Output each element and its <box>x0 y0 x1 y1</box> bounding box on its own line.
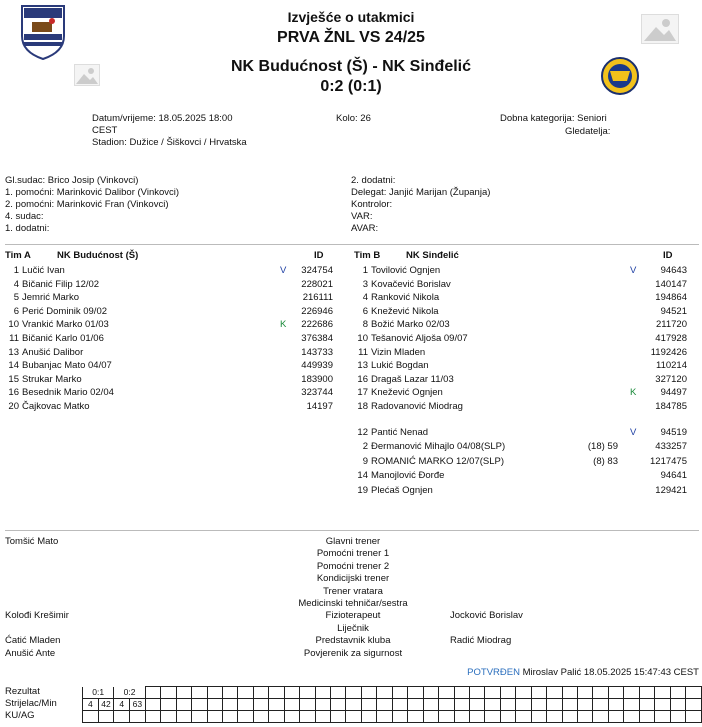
player-number: 11 <box>358 346 368 358</box>
score-grid-cell <box>547 699 562 711</box>
score-grid-cell <box>639 687 654 699</box>
score-grid-cell <box>655 687 670 699</box>
score-grid-cell <box>253 711 268 723</box>
score-grid-cell <box>192 711 207 723</box>
player-name: Dragaš Lazar 11/03 <box>371 373 454 385</box>
official-line: Gl.sudac: Brico Josip (Vinkovci) <box>5 175 139 186</box>
score-grid-cell <box>531 711 546 723</box>
team-separator: - <box>372 58 378 75</box>
score-grid-cell <box>469 699 484 711</box>
official-line: AVAR: <box>351 223 379 234</box>
player-name: Pantić Nenad <box>371 427 429 438</box>
player-number: 20 <box>8 401 19 412</box>
score-grid-cell <box>454 687 469 699</box>
report-title: Izvješće o utakmici <box>287 9 415 25</box>
official-line: 1. dodatni: <box>5 223 50 234</box>
player-number: 12 <box>357 427 368 438</box>
staff-role: Kondicijski trener <box>316 573 390 585</box>
score-grid-cell <box>562 711 577 723</box>
score-grid-cell <box>300 711 315 723</box>
player-name: Đermanović Mihajlo 04/08(SLP) <box>371 441 506 453</box>
score-grid-cell <box>361 711 376 723</box>
player-name: Lučić Ivan <box>22 265 65 276</box>
score-grid-cell <box>408 687 423 699</box>
staff-role: Pomoćni trener 1 <box>316 548 390 560</box>
score-grid-cell <box>670 687 685 699</box>
official-line: 1. pomoćni: Marinković Dalibor (Vinkovci) <box>5 187 180 198</box>
score-grid-cell <box>516 699 531 711</box>
player-id: 417928 <box>655 333 687 344</box>
score-grid-cell <box>655 699 670 711</box>
score-grid-cell <box>562 699 577 711</box>
player-id: 110214 <box>656 360 687 372</box>
official-line: Delegat: Janjić Marijan (Županja) <box>351 187 491 198</box>
goalkeeper-mark: V <box>280 265 287 276</box>
player-id: 433257 <box>655 441 687 453</box>
player-id: 1192426 <box>650 346 687 358</box>
player-number: 14 <box>357 470 368 482</box>
match-datetime: Datum/vrijeme: 18.05.2025 18:00 <box>92 113 233 124</box>
goalkeeper-mark: V <box>630 427 637 438</box>
player-number: 16 <box>357 373 368 385</box>
player-name: Bubanjac Mato 04/07 <box>22 360 112 372</box>
player-id: 327120 <box>655 373 687 385</box>
score-grid-cell <box>161 699 176 711</box>
player-id: 143733 <box>301 346 333 358</box>
score-grid-cell: 4 <box>83 699 99 711</box>
score-grid-cell <box>469 711 484 723</box>
score-grid-cell <box>686 699 702 711</box>
score-grid-cell <box>500 711 515 723</box>
player-number: 16 <box>8 387 19 399</box>
score-grid-cell <box>454 699 469 711</box>
staff-home-name: Tomšić Mato <box>5 536 59 547</box>
player-number: 9 <box>362 455 368 467</box>
teamB-id-header: ID <box>663 250 673 261</box>
score-grid-cell <box>608 699 623 711</box>
player-number: 13 <box>357 360 368 372</box>
player-number: 6 <box>362 305 368 317</box>
score-grid-cell <box>547 711 562 723</box>
player-number: 3 <box>362 278 368 290</box>
player-number: 6 <box>13 305 19 317</box>
score-grid-cell <box>346 711 361 723</box>
score-grid-cell <box>392 699 407 711</box>
score-grid-cell <box>578 711 593 723</box>
home-team-name: NK Budućnost (Š) <box>230 58 368 75</box>
score-grid-cell <box>145 687 160 699</box>
score-grid-cell <box>516 711 531 723</box>
score-grid-cell <box>176 687 191 699</box>
player-id: 94641 <box>660 470 687 482</box>
teamB-name: NK Sinđelić <box>406 250 459 261</box>
score-grid-cell <box>469 687 484 699</box>
player-id: 216111 <box>302 292 333 304</box>
competition-title: PRVA ŽNL VS 24/25 <box>277 29 425 46</box>
score-grid-cell <box>145 699 160 711</box>
player-number: 10 <box>8 319 19 331</box>
player-id: 140147 <box>655 278 687 290</box>
score-grid-cell <box>222 699 237 711</box>
player-name: Vrankić Marko 01/03 <box>22 319 109 331</box>
footer-label-kuag: KU/AG <box>5 710 35 721</box>
confirmation <box>467 667 699 679</box>
player-name: Plećaš Ognjen <box>371 484 433 496</box>
player-name: Božić Marko 02/03 <box>371 319 450 331</box>
player-id: 226946 <box>301 305 333 317</box>
score-grid <box>82 686 702 723</box>
staff-home-name: Ćatić Mladen <box>5 635 61 647</box>
score-grid-cell <box>192 687 207 699</box>
spectators: Gledatelja: <box>565 126 611 137</box>
confirm-status: POTVRĐEN <box>467 667 520 678</box>
score-grid-cell <box>670 699 685 711</box>
footer-label-scorer: Strijelac/Min <box>5 698 57 709</box>
player-name: Jemrić Marko <box>22 292 80 304</box>
score-grid-cell <box>269 699 284 711</box>
score-grid-cell <box>516 687 531 699</box>
score-grid-cell <box>222 711 237 723</box>
score-grid-cell <box>392 687 407 699</box>
staff-role: Trener vratara <box>323 585 383 597</box>
player-id: 1217475 <box>650 455 687 467</box>
official-line: VAR: <box>351 211 373 222</box>
player-name: Kovačević Borislav <box>371 278 451 290</box>
player-name: Besednik Mario 02/04 <box>22 387 114 399</box>
player-id: 94643 <box>660 265 687 276</box>
score-grid-cell <box>253 687 268 699</box>
score-grid-cell <box>655 711 670 723</box>
score-grid-cell: 0:2 <box>114 687 145 699</box>
player-name: Manojlović Đorđe <box>371 470 445 482</box>
player-name: Čajkovac Matko <box>22 401 90 412</box>
footer-label-result: Rezultat <box>5 686 40 697</box>
score-grid-cell <box>83 711 99 723</box>
score-grid-cell <box>192 699 207 711</box>
match-teams <box>0 58 702 76</box>
score-grid-cell <box>500 699 515 711</box>
score-grid-row <box>83 699 702 711</box>
player-number: 5 <box>13 292 19 304</box>
age-category: Dobna kategorija: Seniori <box>500 113 607 124</box>
staff-role: Pomoćni trener 2 <box>316 560 390 572</box>
score-grid-cell <box>593 699 608 711</box>
score-grid-cell <box>361 687 376 699</box>
score-grid-cell: 63 <box>130 699 146 711</box>
score-grid-cell <box>608 711 623 723</box>
score-grid-cell <box>315 687 330 699</box>
score-grid-cell <box>423 699 438 711</box>
player-id: 94497 <box>660 387 687 399</box>
score-grid-cell <box>639 711 654 723</box>
player-name: ROMANIĆ MARKO 12/07(SLP) <box>371 455 505 467</box>
staff-home-name: Anušić Ante <box>5 647 56 659</box>
score-grid-cell <box>408 711 423 723</box>
score-grid-cell <box>222 687 237 699</box>
score-grid-cell <box>531 699 546 711</box>
player-id: 184785 <box>655 401 687 412</box>
match-score: 0:2 (0:1) <box>320 78 382 95</box>
goalkeeper-mark: V <box>630 265 637 276</box>
score-grid-cell <box>315 711 330 723</box>
match-round: Kolo: 26 <box>336 113 371 124</box>
staff-home-name: Kolođi Krešimir <box>5 610 69 622</box>
player-id: 376384 <box>301 333 333 344</box>
player-id: 323744 <box>301 387 333 399</box>
score-grid-cell <box>161 687 176 699</box>
score-grid-cell <box>639 699 654 711</box>
player-number: 2 <box>362 441 368 453</box>
player-id: 211720 <box>656 319 687 331</box>
player-id: 183900 <box>301 373 333 385</box>
away-team-name: NK Sinđelić <box>382 58 471 75</box>
staff-role: Predstavnik kluba <box>315 635 391 647</box>
score-grid-cell <box>284 687 299 699</box>
score-grid-cell <box>346 687 361 699</box>
player-name: Anušić Dalibor <box>22 346 84 358</box>
score-grid-cell <box>500 687 515 699</box>
player-name: Tovilović Ognjen <box>371 265 441 276</box>
player-id: 129421 <box>655 484 687 496</box>
score-grid-cell <box>207 699 222 711</box>
staff-role: Glavni trener <box>325 536 381 547</box>
score-grid-cell <box>98 711 114 723</box>
score-grid-cell <box>547 687 562 699</box>
score-grid-cell <box>485 687 500 699</box>
teamA-label: Tim A <box>5 250 31 261</box>
score-grid-cell <box>161 711 176 723</box>
teamA-name: NK Budućnost (Š) <box>57 250 139 261</box>
score-grid-cell <box>485 699 500 711</box>
player-id: 324754 <box>301 265 333 276</box>
player-id: 94519 <box>660 427 687 438</box>
score-grid-cell <box>578 699 593 711</box>
score-grid-cell <box>454 711 469 723</box>
player-name: Ranković Nikola <box>371 292 440 304</box>
score-grid-cell <box>300 687 315 699</box>
match-datetime-tz: CEST <box>92 125 118 136</box>
player-number: 10 <box>357 333 368 344</box>
score-grid-cell <box>531 687 546 699</box>
player-number: 1 <box>362 265 368 276</box>
score-grid-cell <box>300 699 315 711</box>
score-grid-cell <box>269 711 284 723</box>
officials-left <box>5 175 179 235</box>
score-grid-cell <box>624 711 639 723</box>
score-grid-cell <box>670 711 685 723</box>
confirm-text: Miroslav Palić 18.05.2025 15:47:43 CEST <box>522 667 699 678</box>
player-number: 8 <box>362 319 368 331</box>
score-grid-cell: 42 <box>98 699 114 711</box>
score-grid-cell <box>624 687 639 699</box>
score-grid-cell <box>207 711 222 723</box>
player-number: 13 <box>8 346 19 358</box>
score-grid-cell <box>485 711 500 723</box>
score-grid-row <box>83 687 702 699</box>
player-number: 4 <box>13 278 19 290</box>
score-grid-cell <box>408 699 423 711</box>
score-grid-cell: 4 <box>114 699 130 711</box>
player-number: 17 <box>357 387 368 399</box>
official-line: 2. pomoćni: Marinković Fran (Vinkovci) <box>5 199 169 210</box>
score-grid-cell <box>423 711 438 723</box>
player-number: 4 <box>362 292 368 304</box>
player-id: 14197 <box>306 401 333 412</box>
score-grid-cell <box>361 699 376 711</box>
player-number: 19 <box>357 484 368 496</box>
staff-role: Medicinski tehničar/sestra <box>298 598 408 609</box>
player-name: Vizin Mladen <box>371 346 426 358</box>
score-grid-cell <box>593 711 608 723</box>
score-grid-cell <box>176 699 191 711</box>
score-grid-cell <box>624 699 639 711</box>
player-number: 18 <box>357 401 368 412</box>
player-name: Tešanović Aljoša 09/07 <box>371 333 468 344</box>
captain-mark: K <box>630 387 637 399</box>
score-grid-cell: 0:1 <box>83 687 114 699</box>
staff-away-name: Jocković Borislav <box>450 610 523 622</box>
match-stadium: Stadion: Dužice / Šiškovci / Hrvatska <box>92 137 247 148</box>
substitution-info: (8) 83 <box>593 455 618 467</box>
score-grid-cell <box>114 711 130 723</box>
score-grid-cell <box>423 687 438 699</box>
score-grid-cell <box>331 699 346 711</box>
score-grid-cell <box>269 687 284 699</box>
score-grid-cell <box>377 711 392 723</box>
player-id: 94521 <box>660 305 687 317</box>
score-grid-cell <box>238 711 253 723</box>
player-id: 449939 <box>301 360 333 372</box>
player-name: Strukar Marko <box>22 373 82 385</box>
player-id: 222686 <box>301 319 333 331</box>
score-grid-cell <box>686 711 702 723</box>
player-name: Perić Dominik 09/02 <box>22 305 108 317</box>
staff-role: Povjerenik za sigurnost <box>303 647 403 659</box>
score-grid-cell <box>593 687 608 699</box>
official-line: Kontrolor: <box>351 199 393 210</box>
score-grid-cell <box>346 699 361 711</box>
teamA-id-header: ID <box>314 250 324 261</box>
official-line: 2. dodatni: <box>351 175 396 186</box>
score-grid-cell <box>439 711 454 723</box>
divider <box>5 244 699 245</box>
player-name: Radovanović Miodrag <box>371 401 463 412</box>
score-grid-cell <box>145 711 160 723</box>
substitution-info: (18) 59 <box>587 441 618 453</box>
score-grid-cell <box>207 687 222 699</box>
player-number: 11 <box>9 333 19 344</box>
score-grid-cell <box>284 699 299 711</box>
score-grid-cell <box>331 687 346 699</box>
officials-right <box>351 175 490 235</box>
player-name: Knežević Ognjen <box>371 387 443 399</box>
player-name: Bičanić Filip 12/02 <box>22 278 100 290</box>
score-grid-row <box>83 711 702 723</box>
score-grid-cell <box>439 687 454 699</box>
score-grid-cell <box>253 699 268 711</box>
captain-mark: K <box>280 319 287 331</box>
staff-role: Fizioterapeut <box>325 610 381 622</box>
score-grid-cell <box>439 699 454 711</box>
score-grid-cell <box>238 687 253 699</box>
player-id: 194864 <box>655 292 687 304</box>
player-number: 14 <box>8 360 19 372</box>
score-grid-cell <box>377 699 392 711</box>
player-id: 228021 <box>301 278 333 290</box>
score-grid-cell <box>130 711 146 723</box>
player-name: Lukić Bogdan <box>371 360 429 372</box>
score-grid-cell <box>331 711 346 723</box>
score-grid-cell <box>686 687 702 699</box>
teamB-label: Tim B <box>354 250 381 261</box>
player-name: Bičanić Karlo 01/06 <box>22 333 104 344</box>
player-number: 1 <box>13 265 19 276</box>
player-number: 15 <box>8 373 19 385</box>
score-grid-cell <box>392 711 407 723</box>
score-grid-cell <box>377 687 392 699</box>
score-grid-cell <box>315 699 330 711</box>
score-grid-cell <box>238 699 253 711</box>
player-name: Knežević Nikola <box>371 305 439 317</box>
score-grid-cell <box>176 711 191 723</box>
divider <box>5 530 699 531</box>
staff-away-name: Radić Miodrag <box>450 635 512 647</box>
score-grid-cell <box>284 711 299 723</box>
score-grid-cell <box>562 687 577 699</box>
staff-role: Liječnik <box>337 622 369 634</box>
score-grid-cell <box>578 687 593 699</box>
official-line: 4. sudac: <box>5 211 44 222</box>
score-grid-cell <box>608 687 623 699</box>
